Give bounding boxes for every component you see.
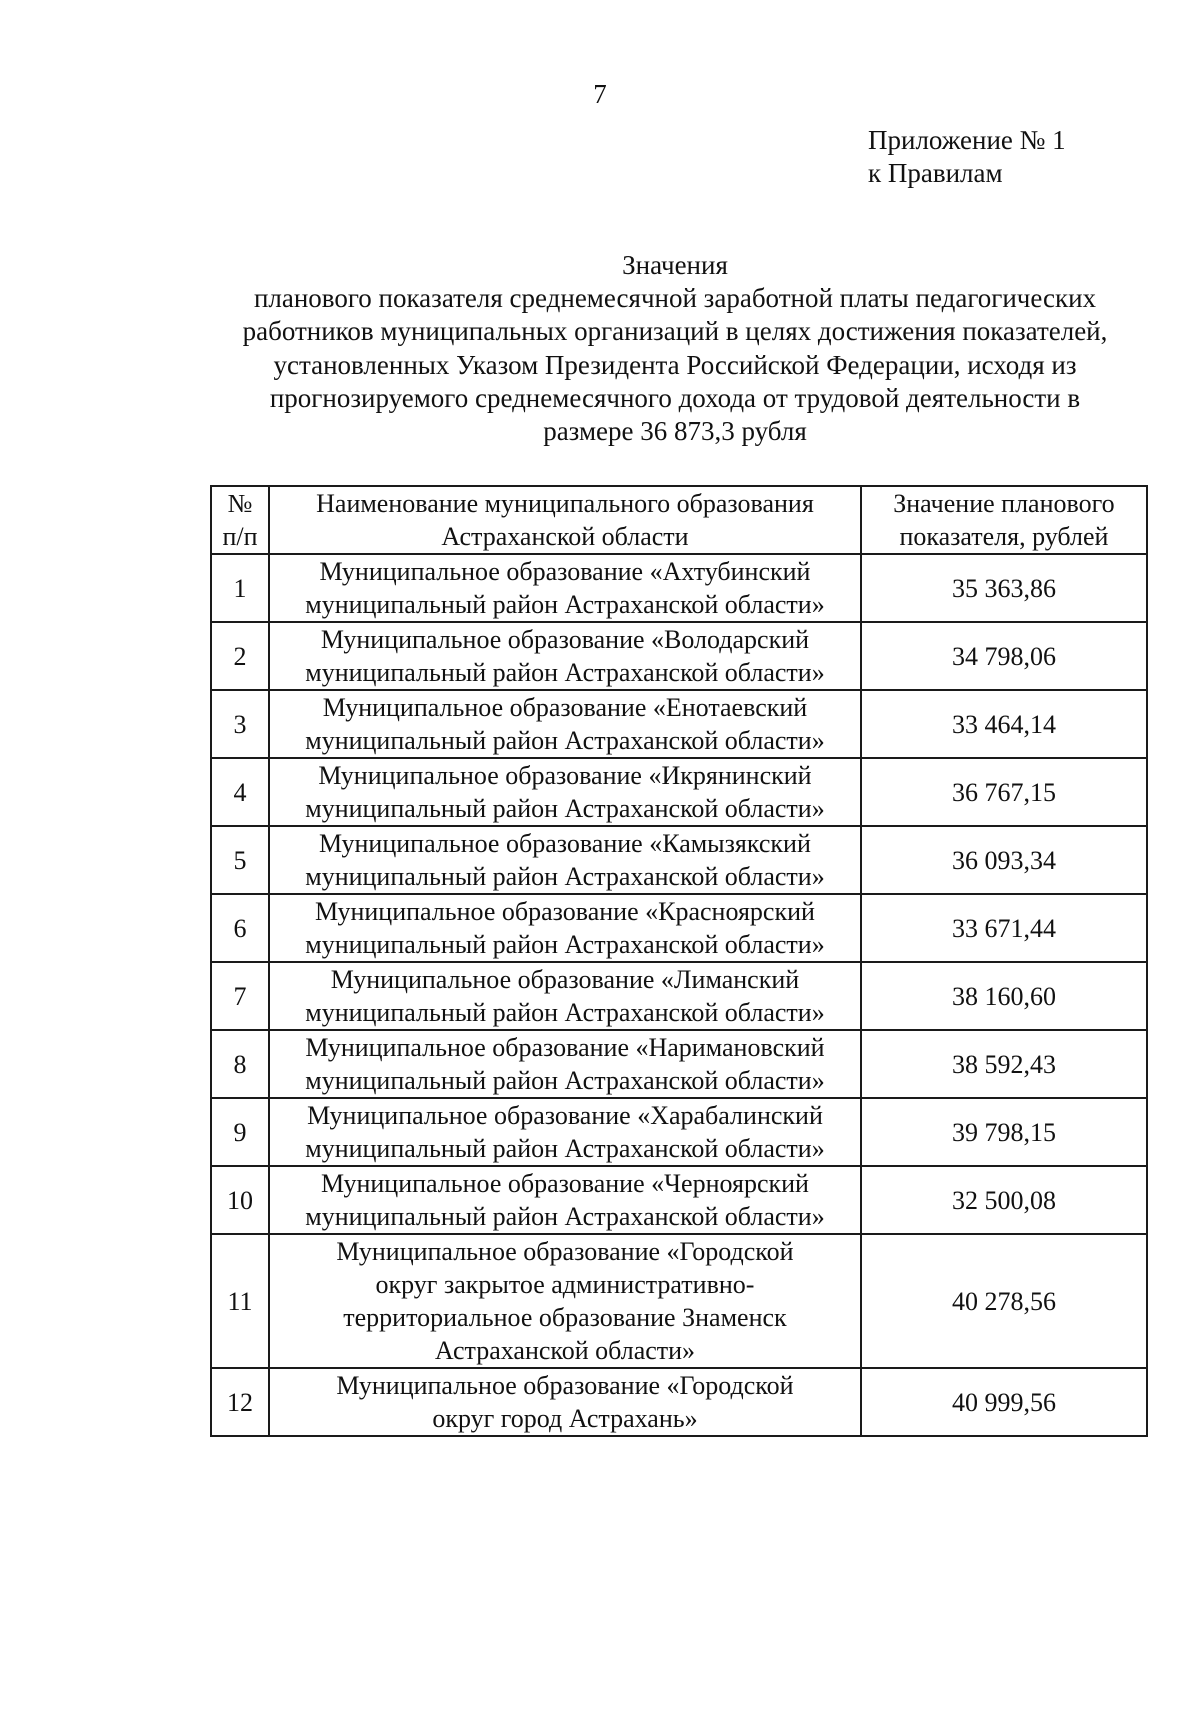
municipality-name-line: Муниципальное образование «Красноярский bbox=[314, 897, 815, 926]
municipality-name bbox=[269, 962, 861, 1030]
table-row bbox=[211, 1234, 1147, 1368]
planned-value: 40 999,56 bbox=[861, 1368, 1147, 1436]
table-row bbox=[211, 554, 1147, 622]
title-line: планового показателя среднемесячной заработной платы педагогических bbox=[253, 283, 1097, 314]
planned-value: 33 464,14 bbox=[861, 690, 1147, 758]
municipality-name bbox=[269, 622, 861, 690]
table-row bbox=[211, 622, 1147, 690]
planned-value: 33 671,44 bbox=[861, 894, 1147, 962]
planned-value: 35 363,86 bbox=[861, 554, 1147, 622]
table-row bbox=[211, 690, 1147, 758]
municipality-name-line: территориальное образование Знаменск bbox=[343, 1303, 787, 1332]
municipality-name-line: муниципальный район Астраханской области» bbox=[305, 726, 825, 755]
municipality-name-line: округ закрытое административно- bbox=[375, 1270, 755, 1299]
row-number: 1 bbox=[211, 554, 269, 622]
appendix-line-2: к Правилам bbox=[868, 158, 1003, 188]
municipality-name-line: Муниципальное образование «Городской bbox=[336, 1371, 794, 1400]
municipality-name bbox=[269, 1030, 861, 1098]
municipality-name bbox=[269, 1098, 861, 1166]
row-number: 5 bbox=[211, 826, 269, 894]
municipality-name bbox=[269, 758, 861, 826]
municipality-name-line: Муниципальное образование «Лиманский bbox=[330, 965, 800, 994]
title-line: прогнозируемого среднемесячного дохода от трудовой деятельности в bbox=[269, 382, 1081, 413]
municipality-name-line: Муниципальное образование «Наримановский bbox=[305, 1033, 825, 1062]
municipality-name-line: муниципальный район Астраханской области» bbox=[305, 998, 825, 1027]
header-name-line: Астраханской области bbox=[441, 522, 689, 551]
municipality-name bbox=[269, 1166, 861, 1234]
municipality-name-line: муниципальный район Астраханской области» bbox=[305, 794, 825, 823]
table-header-row bbox=[211, 486, 1147, 554]
appendix-reference bbox=[868, 124, 1066, 190]
table-body bbox=[211, 554, 1147, 1436]
header-number-line: п/п bbox=[222, 522, 258, 551]
title-line: размере 36 873,3 рубля bbox=[543, 416, 807, 447]
municipality-name-line: Муниципальное образование «Харабалинский bbox=[307, 1101, 823, 1130]
municipality-name-line: округ город Астрахань» bbox=[432, 1404, 698, 1433]
row-number: 7 bbox=[211, 962, 269, 1030]
row-number: 4 bbox=[211, 758, 269, 826]
municipality-name-line: муниципальный район Астраханской области» bbox=[305, 862, 825, 891]
title-line: работников муниципальных организаций в целях достижения показателей, bbox=[242, 316, 1108, 347]
municipality-name-line: Муниципальное образование «Городской bbox=[336, 1237, 794, 1266]
planned-value: 38 592,43 bbox=[861, 1030, 1147, 1098]
planned-value: 34 798,06 bbox=[861, 622, 1147, 690]
municipality-name-line: Муниципальное образование «Черноярский bbox=[320, 1169, 809, 1198]
title-line: установленных Указом Президента Российской Федерации, исходя из bbox=[273, 349, 1077, 380]
table-row bbox=[211, 1098, 1147, 1166]
table-row bbox=[211, 1030, 1147, 1098]
page-number: 7 bbox=[593, 79, 607, 109]
row-number: 11 bbox=[211, 1234, 269, 1368]
appendix-line-1: Приложение № 1 bbox=[868, 125, 1066, 155]
header-number bbox=[211, 486, 269, 554]
row-number: 12 bbox=[211, 1368, 269, 1436]
municipality-name-line: Муниципальное образование «Камызякский bbox=[319, 829, 811, 858]
municipality-name bbox=[269, 1234, 861, 1368]
municipality-name-line: муниципальный район Астраханской области» bbox=[305, 590, 825, 619]
row-number: 2 bbox=[211, 622, 269, 690]
planned-value: 32 500,08 bbox=[861, 1166, 1147, 1234]
row-number: 6 bbox=[211, 894, 269, 962]
title-line: Значения bbox=[622, 250, 728, 280]
header-number-line: № bbox=[227, 489, 253, 518]
municipality-name-line: муниципальный район Астраханской области» bbox=[305, 1066, 825, 1095]
row-number: 9 bbox=[211, 1098, 269, 1166]
planned-value: 40 278,56 bbox=[861, 1234, 1147, 1368]
municipality-name-line: Муниципальное образование «Володарский bbox=[320, 625, 810, 654]
municipality-name-line: муниципальный район Астраханской области» bbox=[305, 1134, 825, 1163]
table-row bbox=[211, 1368, 1147, 1436]
table-row bbox=[211, 894, 1147, 962]
table-row bbox=[211, 962, 1147, 1030]
header-value-line: показателя, рублей bbox=[899, 522, 1109, 551]
municipality-name bbox=[269, 826, 861, 894]
municipality-name bbox=[269, 1368, 861, 1436]
table-row bbox=[211, 758, 1147, 826]
municipality-name bbox=[269, 894, 861, 962]
municipality-name-line: муниципальный район Астраханской области» bbox=[305, 930, 825, 959]
municipality-name-line: Муниципальное образование «Ахтубинский bbox=[319, 557, 811, 586]
municipality-name-line: муниципальный район Астраханской области» bbox=[305, 1202, 825, 1231]
table-row bbox=[211, 1166, 1147, 1234]
planned-value: 36 093,34 bbox=[861, 826, 1147, 894]
header-name bbox=[269, 486, 861, 554]
header-name-line: Наименование муниципального образования bbox=[316, 489, 814, 518]
municipality-name bbox=[269, 690, 861, 758]
row-number: 10 bbox=[211, 1166, 269, 1234]
municipality-name bbox=[269, 554, 861, 622]
table-row bbox=[211, 826, 1147, 894]
row-number: 3 bbox=[211, 690, 269, 758]
header-value-line: Значение планового bbox=[893, 489, 1115, 518]
document-title bbox=[150, 249, 1200, 448]
municipality-name-line: муниципальный район Астраханской области» bbox=[305, 658, 825, 687]
planned-value: 36 767,15 bbox=[861, 758, 1147, 826]
planned-value: 39 798,15 bbox=[861, 1098, 1147, 1166]
row-number: 8 bbox=[211, 1030, 269, 1098]
municipality-name-line: Муниципальное образование «Икрянинский bbox=[318, 761, 812, 790]
values-table bbox=[210, 485, 1148, 1437]
planned-value: 38 160,60 bbox=[861, 962, 1147, 1030]
municipality-name-line: Астраханской области» bbox=[434, 1336, 696, 1365]
municipality-name-line: Муниципальное образование «Енотаевский bbox=[322, 693, 808, 722]
header-value bbox=[861, 486, 1147, 554]
